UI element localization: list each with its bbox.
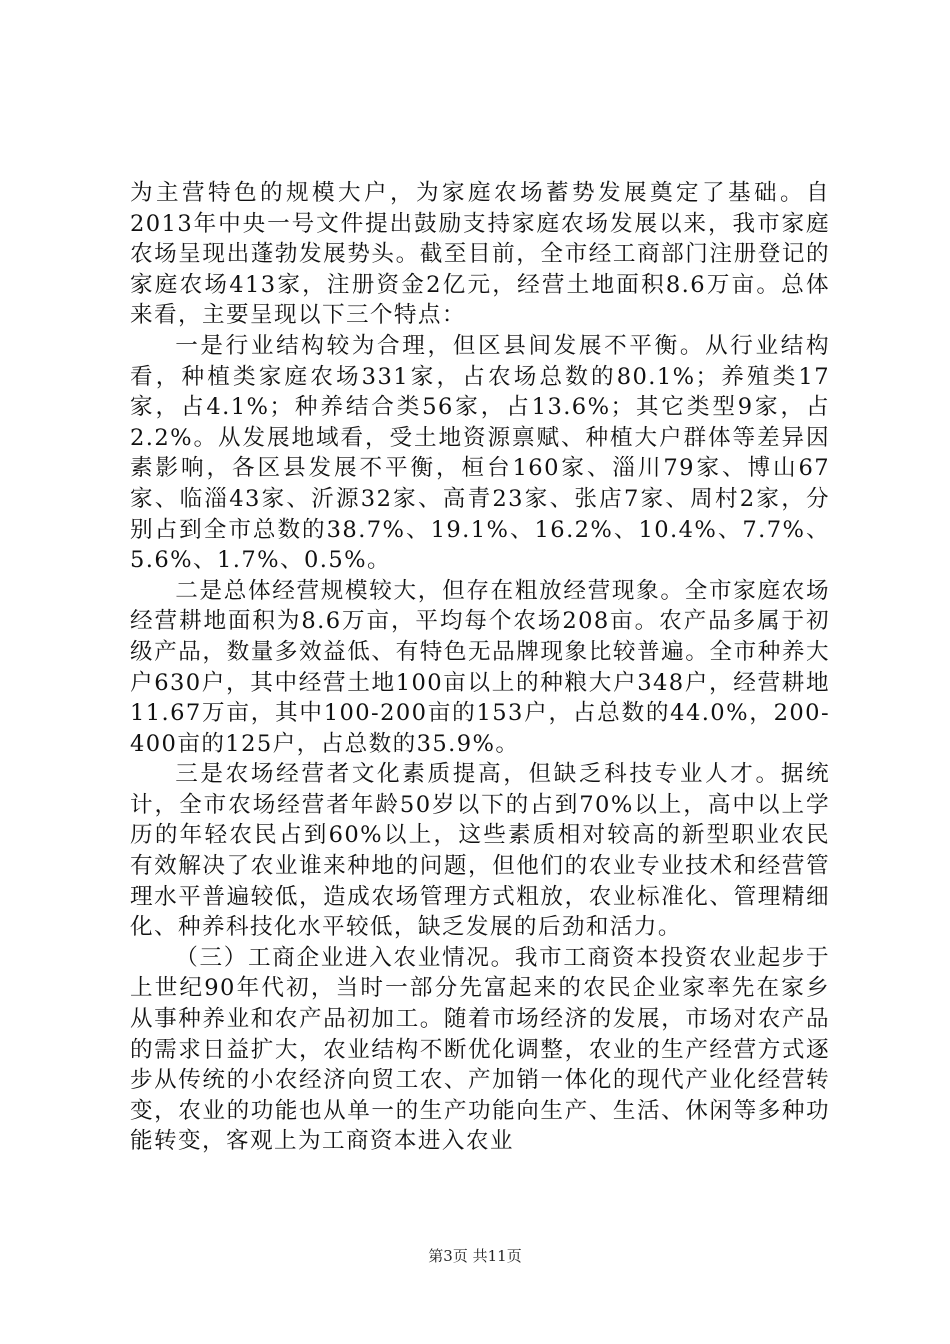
paragraph-feature-one: 一是行业结构较为合理，但区县间发展不平衡。从行业结构看，种植类家庭农场331家，占农场总数的80.1%；养殖类17家，占4.1%；种养结合类56家，占13.6%；其它类型9家，占2.2%。从发展地域看，受土地资源禀赋、种植大户群体等差异因素影响，各区县发展不平衡，桓台160家、淄川79家、博山67家、临淄43家、沂源32家、高青23家、张店7家、周村2家，分别占到全市总数的38.7%、19.1%、16.2%、10.4%、7.7%、5.6%、1.7%、0.5%。	[130, 332, 830, 574]
paragraph-feature-two: 二是总体经营规模较大，但存在粗放经营现象。全市家庭农场经营耕地面积为8.6万亩，平均每个农场208亩。农产品多属于初级产品，数量多效益低、有特色无品牌现象比较普遍。全市种养大户630户，其中经营土地100亩以上的种粮大户348户，经营耕地11.67万亩，其中100-200亩的153户，占总数的44.0%，200-400亩的125户，占总数的35.9%。	[130, 577, 830, 757]
paragraph-continuation: 为主营特色的规模大户，为家庭农场蓄势发展奠定了基础。自2013年中央一号文件提出鼓励支持家庭农场发展以来，我市家庭农场呈现出蓬勃发展势头。截至目前，全市经工商部门注册登记的家庭农场413家，注册资金2亿元，经营土地面积8.6万亩。总体来看，主要呈现以下三个特点：	[130, 180, 830, 329]
paragraph-section-three: （三）工商企业进入农业情况。我市工商资本投资农业起步于上世纪90年代初，当时一部分先富起来的农民企业家率先在家乡从事种养业和农产品初加工。随着市场经济的发展，市场对农产品的需求日益扩大，农业结构不断优化调整，农业的生产经营方式逐步从传统的小农经济向贸工农、产加销一体化的现代产业化经营转变，农业的功能也从单一的生产功能向生产、生活、休闲等多种功能转变，客观上为工商资本进入农业	[130, 944, 830, 1155]
paragraph-feature-three: 三是农场经营者文化素质提高，但缺乏科技专业人才。据统计，全市农场经营者年龄50岁以下的占到70%以上，高中以上学历的年轻农民占到60%以上，这些素质相对较高的新型职业农民有效解决了农业谁来种地的问题，但他们的农业专业技术和经营管理水平普遍较低，造成农场管理方式粗放，农业标准化、管理精细化、种养科技化水平较低，缺乏发展的后劲和活力。	[130, 761, 830, 941]
document-body	[130, 178, 830, 1157]
page-number-footer: 第3页 共11页	[428, 1247, 522, 1265]
